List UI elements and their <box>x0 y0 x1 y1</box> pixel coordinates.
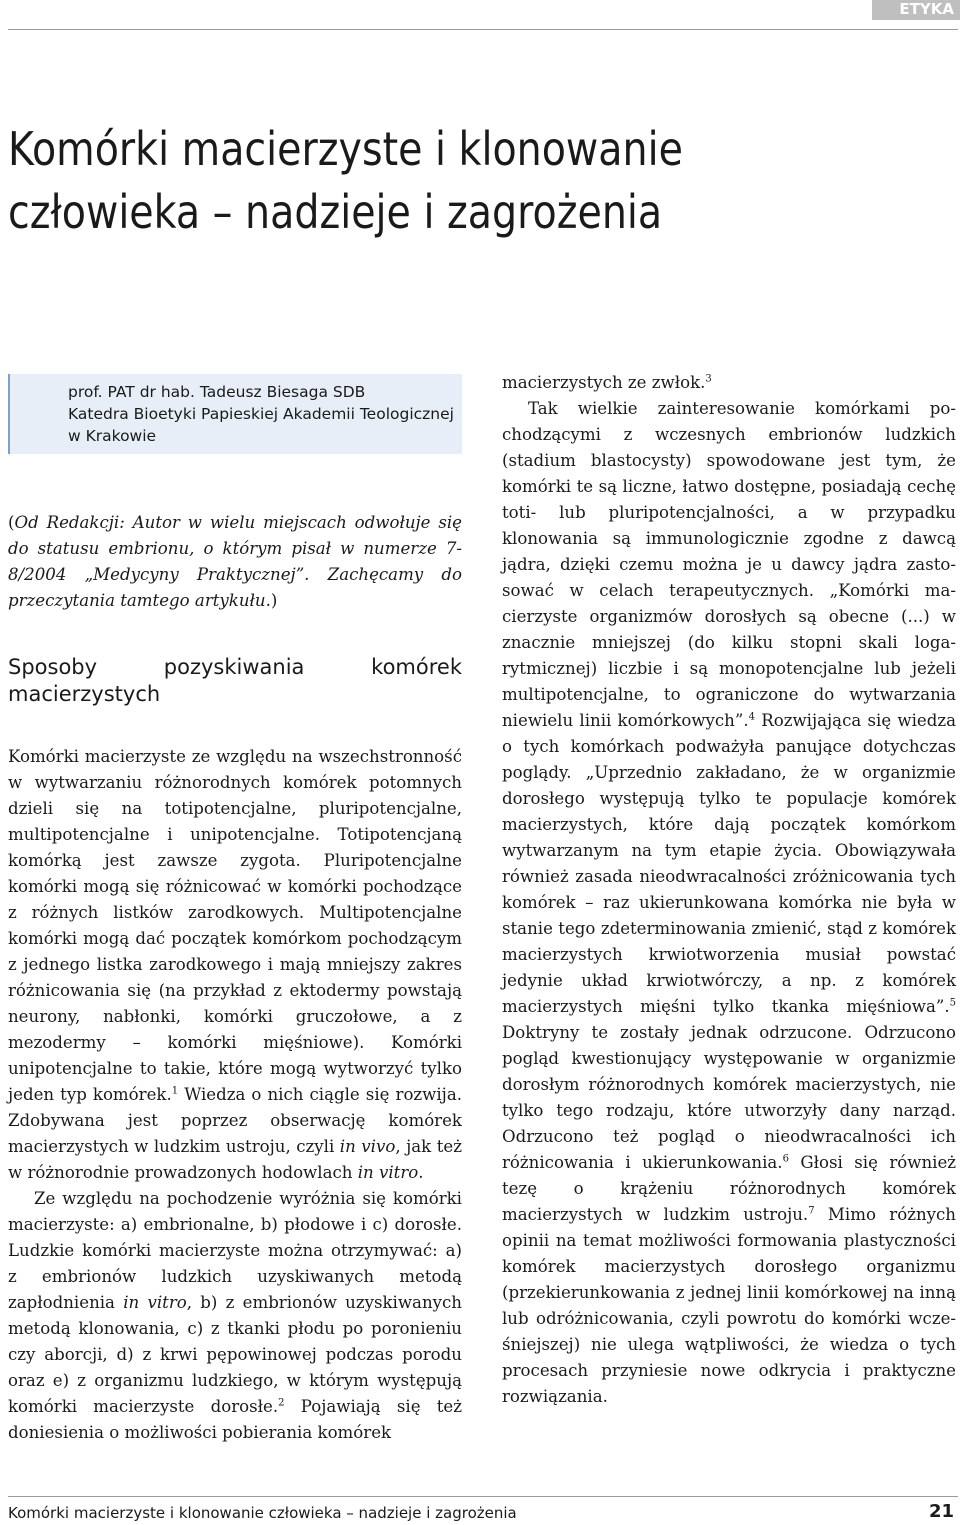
paragraph-2 <box>8 1186 462 1446</box>
left-column <box>8 510 462 1446</box>
author-affiliation-2: w Krakowie <box>68 427 157 445</box>
p2-text-c: Pojawiają się też doniesienia o możliwości pobierania komórek <box>8 1397 462 1442</box>
p1-in-vitro: in vitro <box>357 1163 419 1182</box>
p1-text-b: Wiedza o nich ciągle się rozwija. Zdobywana jest poprzez obserwację komórek macierzystych w ludzkim ustroju, czyli <box>8 1085 462 1156</box>
footer-running-title: Komórki macierzyste i klonowanie człowieka – nadzieje i zagrożenia <box>8 1504 517 1522</box>
right-column <box>502 370 956 1410</box>
title-line-2: człowieka – nadzieje i zagrożenia <box>8 185 663 239</box>
paragraph-1 <box>8 744 462 1186</box>
p2-text-c-continued: macierzystych ze zwłok. <box>502 373 706 392</box>
author-box <box>8 374 462 454</box>
p3-text-c: Doktryny te zostały jednak odrzucone. Odrzucono pogląd kwestionujący występowanie w organizmie dorosłym różnorodnych komórek macierzystych, nie tylko tego rodzaju, które utworzyły dany narząd. Odrzucono też pogląd o nieodwracalności ich różnicowania i ukierunkowania. <box>502 1023 956 1172</box>
editor-note-text: Od Redakcji: Autor w wielu miejscach odwołuje się do statusu embrionu, o którym pisał w numerze 7-8/2004 „Medycyny Praktycznej”. Zachęcamy do przeczytania tamtego artykułu. <box>8 513 462 610</box>
footnote-ref-7[interactable]: 7 <box>808 1205 815 1217</box>
page-number: 21 <box>928 1501 954 1522</box>
p3-text-a: Tak wielkie zainteresowanie komórkami pochodzącymi z wczesnych embrionów ludzkich (stadium blastocysty) spowodowane jest tym, że komórki te są liczne, łatwo dostępne, posiadają cechę toti- lub pluripotencjalności, a w przypadku klonowania są immunologicznie zgodne z dawcą jądra, dzięki czemu można je u dawcy jądra zastosować w celach terapeutycznych. „Komórki macierzyste organizmów dorosłych są obecne (...) w znacznie mniejszej (do kilku stopni skali logarytmicznej) liczbie i są monopotencjalne lub jeżeli multipotencjalne, to ograniczone do wytwarzania niewielu linii komórkowych”. <box>502 399 956 730</box>
footnote-ref-5[interactable]: 5 <box>949 997 956 1009</box>
editor-note <box>8 510 462 614</box>
title-line-1: Komórki macierzyste i klonowanie <box>8 122 683 176</box>
editor-note-open: ( <box>8 513 15 532</box>
footnote-ref-6[interactable]: 6 <box>782 1153 789 1165</box>
paragraph-2-continued <box>502 370 956 396</box>
p1-text-d: . <box>418 1163 424 1182</box>
p3-text-b: Rozwijająca się wiedza o tych komórkach podważyła panujące dotychczas poglądy. „Uprzednio zakładano, że w organizmie dorosłego występują tylko te populacje komórek macierzystych, które dają początek komórkom wytwarzanym na tym etapie życia. Obowiązywała również zasada nieodwracalności zróżnicowania tych komórek – raz ukierunkowana komórka nie była w stanie tego zdeterminowania zmienić, stąd z komórek macierzystych krwiotworzenia musiał powstać jedynie układ krwiotwórczy, a np. z komórek macierzystych mięśni tylko tkanka mięśniowa”. <box>502 711 956 1016</box>
p1-in-vivo: in vivo <box>339 1137 396 1156</box>
p3-text-e: Mimo różnych opinii na temat możliwości formowania plastyczności komórek macierzystych dorosłego organizmu (przekierunkowania z jednej linii komórkowej na inną lub odróżnicowania, czyli powrotu do komórki wcześniejszej) nie ulega wątpliwości, że wiedza o tych procesach przyniesie nowe odkrycia i praktyczne rozwiązania. <box>502 1205 956 1406</box>
bottom-divider <box>8 1496 958 1497</box>
footnote-ref-4[interactable]: 4 <box>748 711 755 723</box>
author-name: prof. PAT dr hab. Tadeusz Biesaga SDB <box>68 383 366 401</box>
p3-text-d: Głosi się również tezę o krążeniu różnorodnych komórek macierzystych w ludzkim ustroju. <box>502 1153 957 1224</box>
editor-note-close: ) <box>270 591 278 610</box>
footnote-ref-1[interactable]: 1 <box>171 1085 179 1097</box>
top-divider <box>8 29 958 30</box>
p2-text-a: Ze względu na pochodzenie wyróżnia się komórki macierzyste: a) embrionalne, b) płodowe i c) dorosłe. Ludzkie komórki macierzyste można otrzymywać: a) z embrionów ludzkich uzyskiwanych metodą zapłodnienia <box>8 1189 462 1312</box>
author-affiliation-1: Katedra Bioetyki Papieskiej Akademii Teologicznej <box>68 405 454 423</box>
paragraph-3 <box>502 396 956 1410</box>
article-title <box>8 118 782 244</box>
footnote-ref-3[interactable]: 3 <box>705 373 712 385</box>
p1-text-a: Komórki macierzyste ze względu na wszechstronność w wytwarzaniu różnorodnych komórek potomnych dzieli się na totipotencjalne, pluripotencjalne, multipotencjalne i unipotencjalne. Totipotencjaną komórką jest zawsze zygota. Pluripotencjalne komórki mogą się różnicować w komórki pochodzące z różnych listków zarodkowych. Multipotencjalne komórki mogą dać początek komórkom pochodzącym z jednego listka zarodkowego i mają mniejszy zakres różnicowania się (na przykład z ektodermy powstają neurony, nabłonki, komórki gruczołowe, a z mezodermy – komórki mięśniowe). Komórki unipotencjalne to takie, które mogą wytworzyć tylko jeden typ komórek. <box>8 747 462 1104</box>
p1-text-c: , jak też w różnorodnie prowadzonych hodowlach <box>8 1137 462 1182</box>
footnote-ref-2[interactable]: 2 <box>278 1397 285 1409</box>
p2-in-vitro: in vitro <box>123 1293 187 1312</box>
p2-text-b: , b) z embrionów uzyskiwanych metodą klonowania, c) z tkanki płodu po poronieniu czy aborcji, d) z krwi pępowinowej podczas porodu oraz e) z organizmu ludzkiego, w którym występują komórki macierzyste dorosłe. <box>8 1293 462 1416</box>
section-tag: ETYKA <box>872 0 960 20</box>
section-heading: Sposoby pozyskiwania komórek macierzystych <box>8 655 462 706</box>
